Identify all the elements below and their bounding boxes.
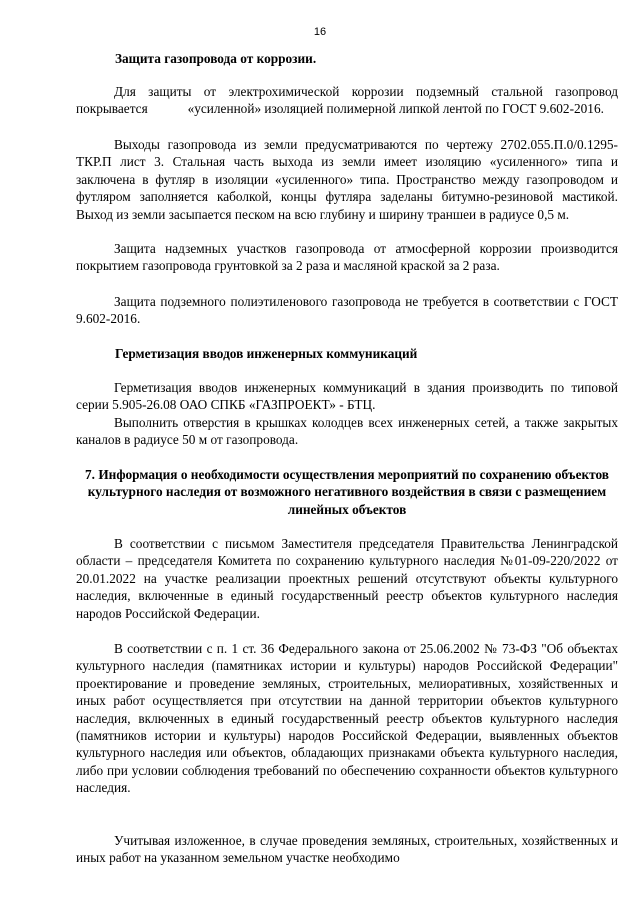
sealing-paragraph-2 bbox=[76, 414, 618, 449]
paragraph-text: Защита подземного полиэтиленового газопровода не требуется в соответствии с ГОСТ 9.602-2016. bbox=[76, 294, 618, 327]
paragraph-text: В соответствии с п. 1 ст. 36 Федерального закона от 25.06.2002 № 73-ФЗ "Об объектах культурного наследия (памятниках истории и культуры) народов Российской Федерации" проектирование и проведение земляных, строительных, мелиоративных, хозяйственных и иных работ осуществляется при отсутствии на данной территории объектов культурного наследия, включенных в единый государственный реестр объектов культурного наследия (памятников истории и культуры) народов Российской Федерации, выявленных объектов культурного наследия или объектов, обладающих признаками объекта культурного наследия, либо при условии соблюдения требований по обеспечению сохранности объектов культурного наследия. bbox=[76, 641, 618, 796]
heritage-paragraph-1 bbox=[76, 535, 618, 622]
corrosion-paragraph-3 bbox=[76, 240, 618, 275]
corrosion-paragraph-4 bbox=[76, 293, 618, 328]
corrosion-heading: Защита газопровода от коррозии. bbox=[115, 51, 317, 66]
paragraph-text: Защита надземных участков газопровода от атмосферной коррозии производится покрытием газопровода грунтовкой за 2 раза и масляной краской за 2 раза. bbox=[76, 241, 618, 274]
page-number: 16 bbox=[313, 26, 327, 38]
heritage-paragraph-2 bbox=[76, 640, 618, 797]
sealing-paragraph-1 bbox=[76, 379, 618, 414]
corrosion-paragraph-2 bbox=[76, 136, 618, 223]
paragraph-text: Учитывая изложенное, в случае проведения земляных, строительных, хозяйственных и иных работ на указанном земельном участке необходимо bbox=[76, 833, 618, 866]
paragraph-text: Герметизация вводов инженерных коммуникаций в здания производить по типовой серии 5.905-26.08 ОАО СПКБ «ГАЗПРОЕКТ» - БТЦ. bbox=[76, 380, 618, 413]
paragraph-text: В соответствии с письмом Заместителя председателя Правительства Ленинградской области – председателя Комитета по сохранению культурного наследия №01-09-220/2022 от 20.01.2022 на участке реализации проектных решений отсутствуют объекты культурного наследия, включенные в единый государственный реестр объектов культурного наследия народов Российской Федерации. bbox=[76, 536, 618, 621]
paragraph-text: Выполнить отверстия в крышках колодцев всех инженерных сетей, а также закрытых каналов в радиусе 50 м от газопровода. bbox=[76, 415, 618, 448]
heritage-paragraph-3 bbox=[76, 832, 618, 867]
section-7-title: 7. Информация о необходимости осуществления мероприятий по сохранению объектов культурного наследия от возможного негативного воздействия в связи с размещением линейных объектов bbox=[85, 467, 609, 517]
corrosion-paragraph-1 bbox=[76, 83, 622, 118]
paragraph-text: Выходы газопровода из земли предусматриваются по чертежу 2702.055.П.0/0.1295-ТКР.П лист 3. Стальная часть выхода из земли имеет изоляцию «усиленного» типа и заключена в футляр в изоляции «усиленного» типа. Пространство между газопроводом и футляром заполняется каболкой, концы футляра заделаны битумно-резиновой мастикой. Выход из земли засыпается песком на всю глубину и ширину траншеи в радиусе 0,5 м. bbox=[76, 137, 618, 222]
sealing-heading: Герметизация вводов инженерных коммуникаций bbox=[115, 346, 418, 361]
paragraph-text: Для защиты от электрохимической коррозии подземный стальной газопровод покрывается «усиленной» изоляцией полимерной липкой лентой по ГОСТ 9.602-2016. bbox=[76, 84, 622, 117]
